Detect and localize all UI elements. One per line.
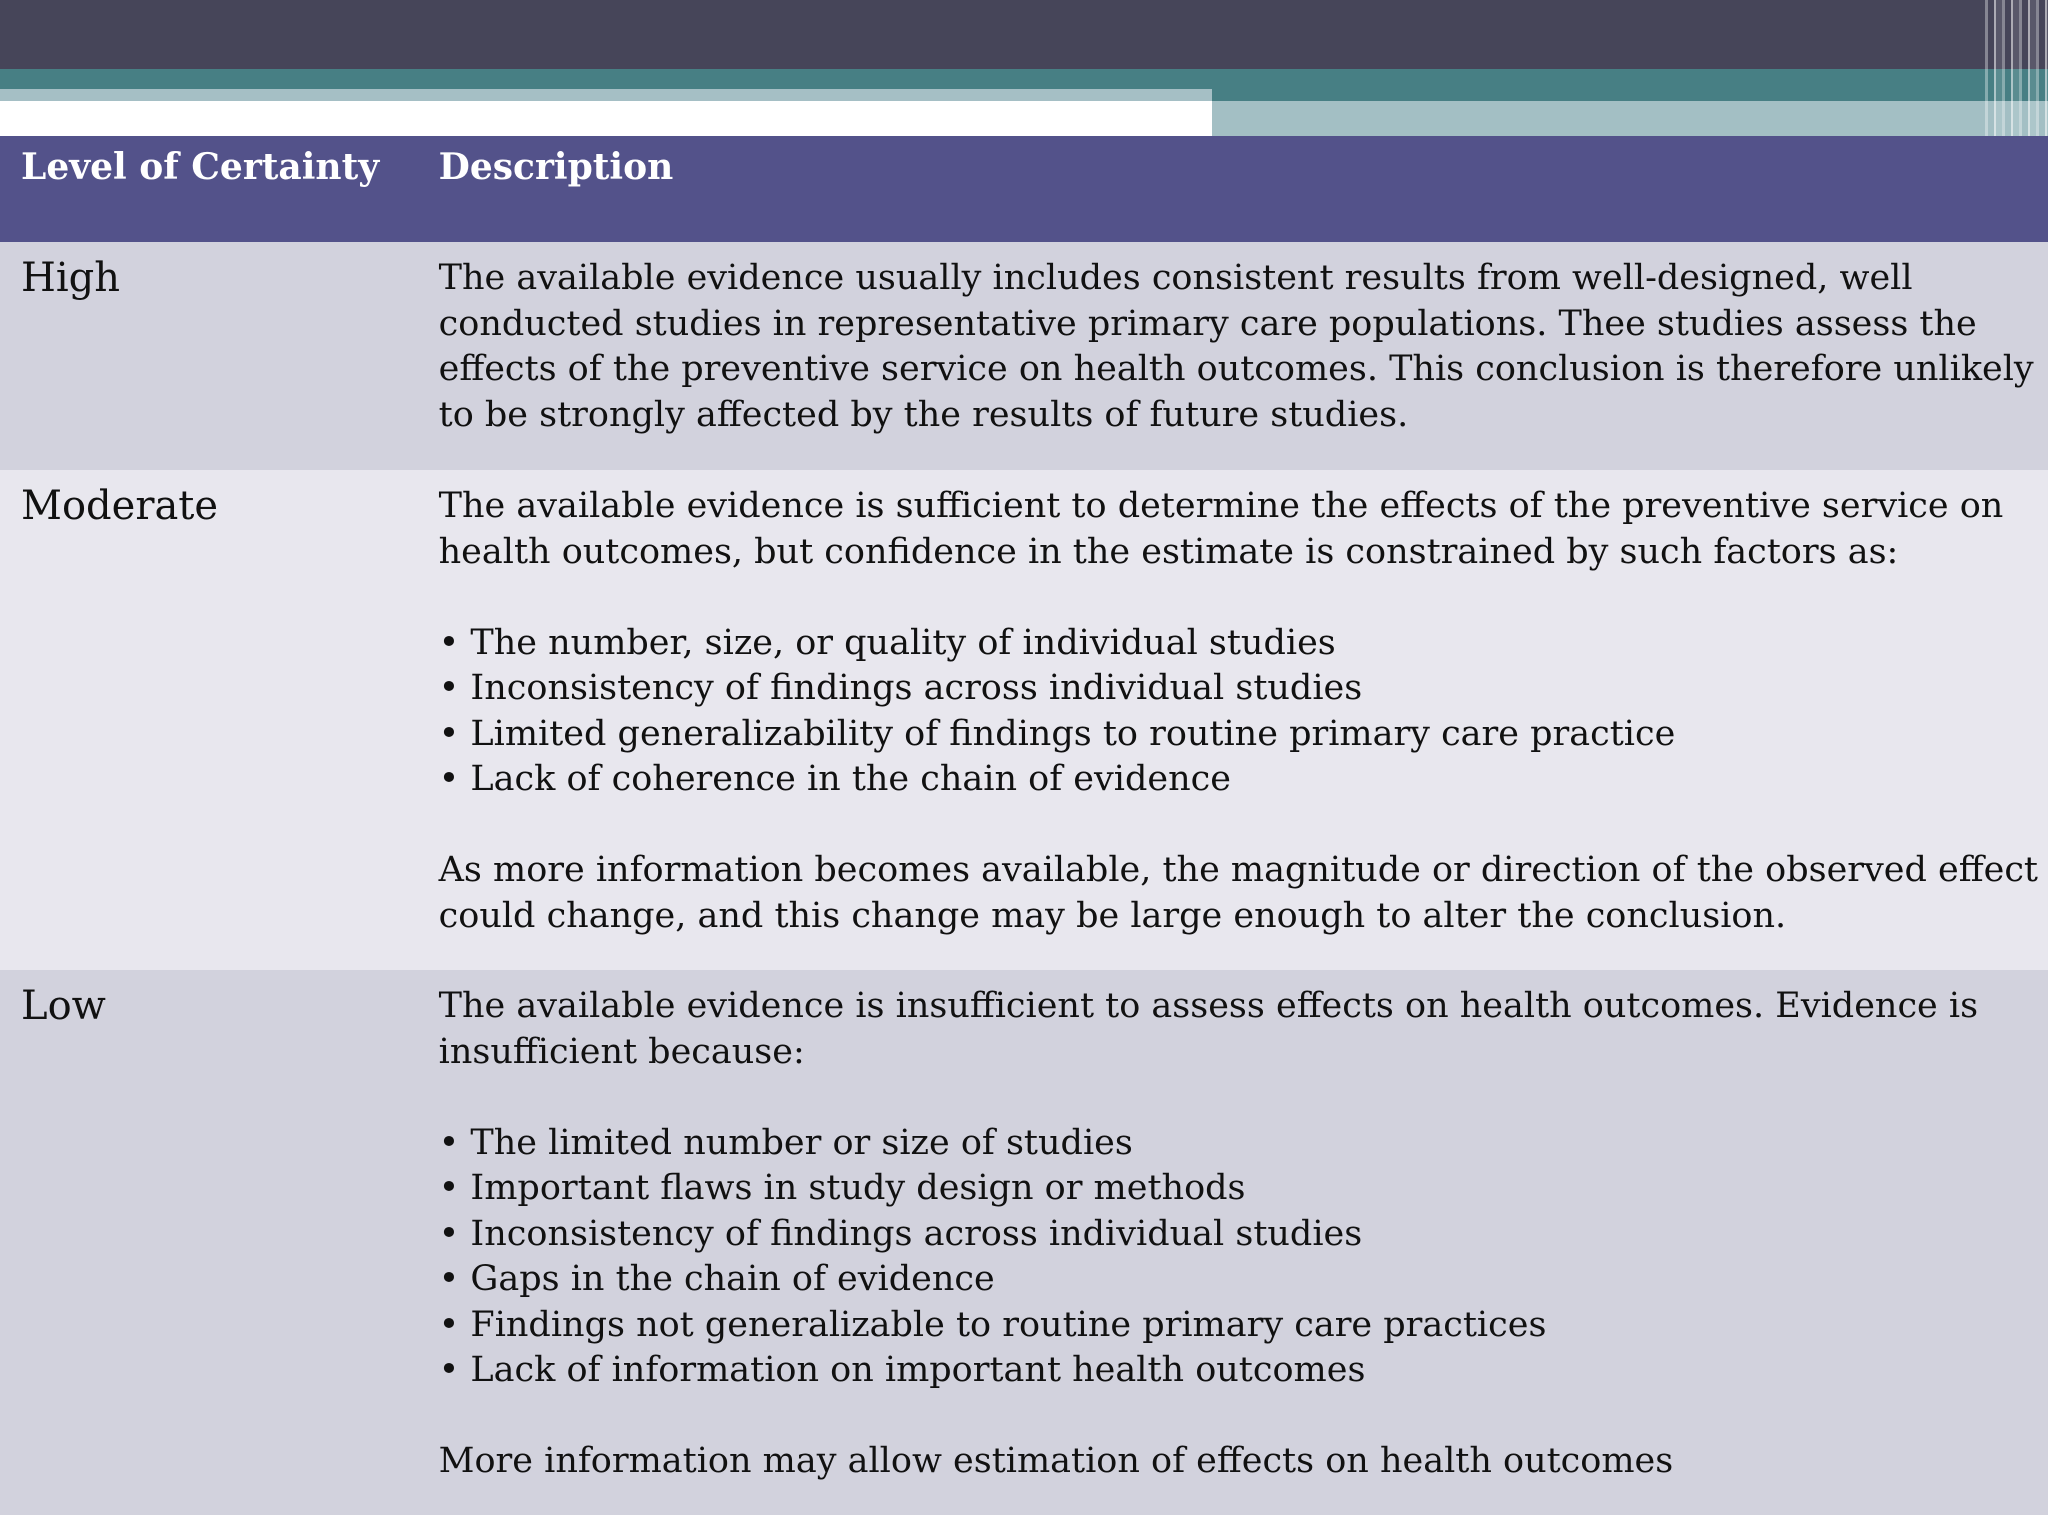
description-cell <box>439 470 2048 970</box>
description-line: The available evidence usually includes consistent results from well-designed, well <box>438 258 1913 298</box>
header-level-of-certainty: Level of Certainty <box>0 136 439 242</box>
description-line: to be strongly affected by the results of future studies. <box>438 394 1409 435</box>
bullet-item: • Lack of information on important health outcomes <box>438 1350 1366 1390</box>
description-line: could change, and this change may be large enough to alter the conclusion. <box>438 895 1787 936</box>
description-cell <box>439 970 2048 1515</box>
table-header-row <box>0 136 2048 242</box>
stripes-decoration <box>1985 0 2048 136</box>
certainty-table <box>0 136 2048 1515</box>
bullet-item: • Gaps in the chain of evidence <box>438 1259 995 1299</box>
description-line: insufficient because: <box>438 1031 805 1072</box>
header-description: Description <box>439 136 2048 242</box>
bullet-item: • Lack of coherence in the chain of evidence <box>438 759 1231 799</box>
description-line: As more information becomes available, the magnitude or direction of the observed effect <box>438 850 2038 890</box>
description-line: The available evidence is sufficient to determine the effects of the preventive service on <box>438 486 2004 526</box>
table-row <box>0 470 2048 970</box>
level-cell: High <box>0 242 439 470</box>
bullet-item: • Limited generalizability of findings to routine primary care practice <box>438 713 1676 754</box>
level-cell: Low <box>0 970 439 1515</box>
bullet-item: • The number, size, or quality of individual studies <box>438 622 1336 663</box>
table-row <box>0 970 2048 1515</box>
bullet-item: • Findings not generalizable to routine primary care practices <box>438 1304 1547 1345</box>
paragraph-gap <box>439 1075 2038 1121</box>
level-cell: Moderate <box>0 470 439 970</box>
description-cell <box>439 242 2048 470</box>
description-line: effects of the preventive service on health outcomes. This conclusion is therefore unlikely <box>438 349 2034 389</box>
bullet-item: • The limited number or size of studies <box>438 1122 1133 1163</box>
description-line: conducted studies in representative primary care populations. Thee studies assess the <box>438 303 1977 344</box>
bullet-item: • Inconsistency of findings across individual studies <box>438 668 1363 708</box>
light-teal-band-decoration <box>1212 101 2048 136</box>
paragraph-gap <box>439 803 2038 849</box>
title-bar-decoration <box>0 0 2048 69</box>
white-band-decoration <box>0 101 1212 136</box>
bullet-item: • Important flaws in study design or methods <box>438 1168 1246 1208</box>
paragraph-gap <box>439 575 2038 621</box>
paragraph-gap <box>439 1394 2038 1440</box>
description-line: health outcomes, but confidence in the estimate is constrained by such factors as: <box>438 531 1899 572</box>
description-line: The available evidence is insufficient to assess effects on health outcomes. Evidence is <box>438 986 1979 1026</box>
table-row <box>0 242 2048 470</box>
light-band-decoration <box>0 89 1212 101</box>
description-line: More information may allow estimation of effects on health outcomes <box>438 1441 1674 1481</box>
bullet-item: • Inconsistency of findings across individual studies <box>438 1213 1363 1254</box>
